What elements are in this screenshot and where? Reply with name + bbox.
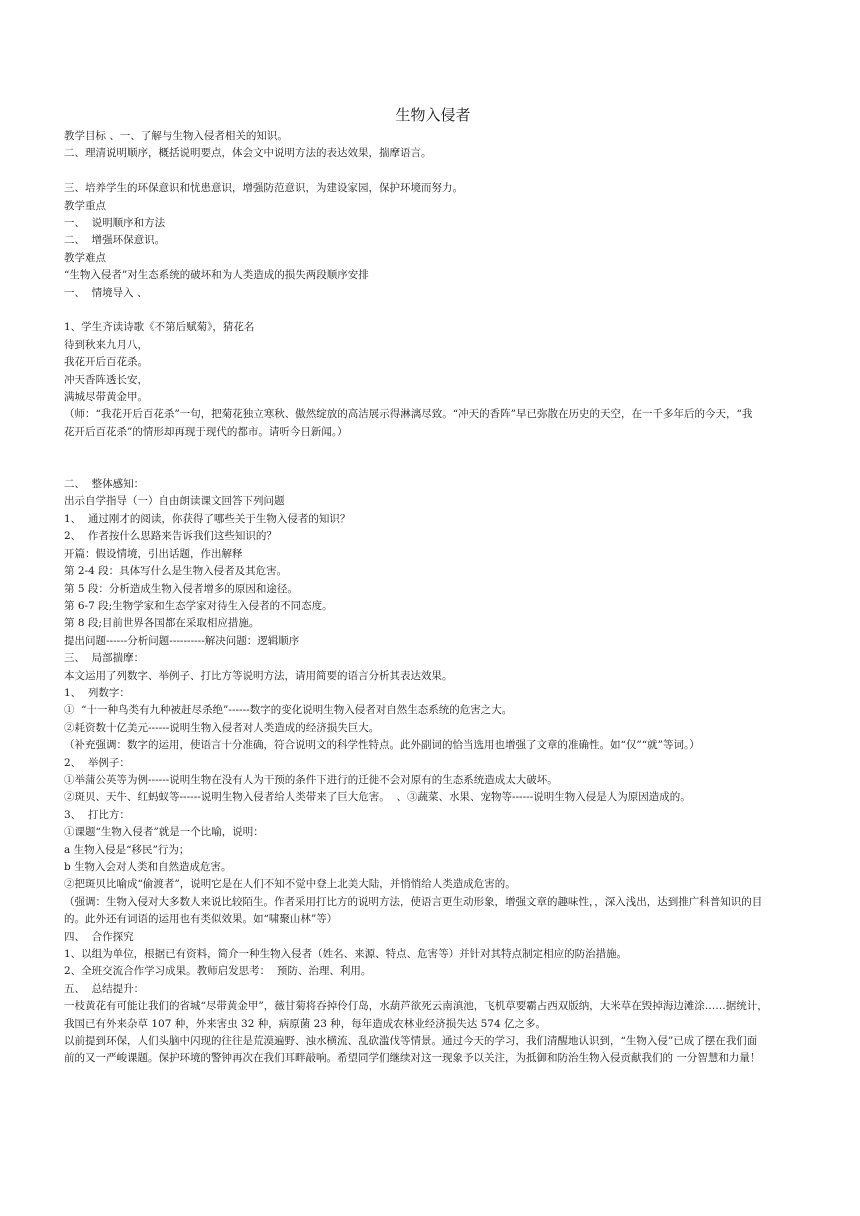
document-line: 提出问题------分析问题----------解决问题：逻辑顺序 — [64, 634, 300, 647]
document-line: 待到秋来九月八， — [64, 338, 148, 351]
document-line: 3、 打比方： — [64, 808, 130, 821]
blank-line — [64, 441, 802, 458]
document-page — [64, 104, 802, 1068]
document-line: 五、 总结提升： — [64, 982, 145, 995]
document-line: 第 2-4 段：具体写什么是生物入侵者及其危害。 — [64, 565, 288, 578]
document-line: 以前提到环保，人们头脑中闪现的往往是荒漠遍野、浊水横流、乱砍滥伐等情景。通过今天的学习，我们清醒地认识到，“生物入侵”已成了摆在我们面 — [64, 1035, 758, 1048]
document-line: 2、 举例子： — [64, 756, 130, 769]
document-line: 教学难点 — [64, 251, 106, 264]
document-line: 本文运用了列数字、举例子、打比方等说明方法，请用简要的语言分析其表达效果。 — [64, 669, 453, 682]
document-line: 我国已有外来杂草 107 种，外来害虫 32 种，病原菌 23 种，每年造成农林业经济损失达 574 亿之多。 — [64, 1017, 547, 1030]
document-line: ① “十一种鸟类有九种被赶尽杀绝”------数字的变化说明生物入侵者对自然生态系统的危害之大。 — [64, 704, 513, 717]
document-line: 开篇：假设情境，引出话题，作出解释 — [64, 547, 243, 560]
document-line: 的。此外还有词语的运用也有类似效果。如“啸聚山林”等） — [64, 913, 338, 926]
document-line: 前的又一严峻课题。保护环境的警钟再次在我们耳畔敲响。希望同学们继续对这一现象予以关注，为抵御和防治生物入侵贡献我们的 一分智慧和力量！ — [64, 1052, 761, 1065]
document-line: 1、以组为单位，根据已有资料，简介一种生物入侵者（姓名、来源、特点、危害等）并针对其特点制定相应的防治措施。 — [64, 948, 628, 961]
document-line: a 生物入侵是“移民”行为； — [64, 843, 190, 856]
document-line: （补充强调：数字的运用，使语言十分准确，符合说明文的科学性特点。此外副词的恰当选用也增强了文章的准确性。如“仅”“就”等词。） — [64, 739, 700, 752]
document-line: 教学目标 、一、了解与生物入侵者相关的知识。 — [64, 130, 288, 142]
blank-line — [64, 459, 802, 476]
document-line: 满城尽带黄金甲。 — [64, 391, 148, 404]
document-line: 教学重点 — [64, 199, 106, 212]
document-line: b 生物入会对人类和自然造成危害。 — [64, 861, 232, 873]
document-line: 二、 增强环保意识。 — [64, 234, 166, 247]
document-line: 一、 说明顺序和方法 — [64, 217, 166, 230]
document-line: 三、培养学生的环保意识和忧患意识，增强防范意识，为建设家园，保护环境而努力。 — [64, 182, 463, 195]
document-line: 我花开后百花杀。 — [64, 356, 148, 369]
blank-line — [64, 163, 802, 180]
document-line: 第 5 段：分析造成生物入侵者增多的原因和途径。 — [64, 582, 298, 595]
document-line: （师：“我花开后百花杀”一句，把菊花独立寒秋、傲然绽放的高洁展示得淋漓尽致。“冲天的香阵”早已弥散在历史的天空，在一千多年后的今天，“我 — [64, 408, 753, 421]
document-line: 1、学生齐读诗歌《不第后赋菊》，猜花名 — [64, 321, 255, 334]
document-line: 四、 合作探究 — [64, 930, 134, 943]
document-line: ①举蒲公英等为例------说明生物在没有人为干预的条件下进行的迁徙不会对原有的生态系统造成太大破坏。 — [64, 773, 558, 786]
document-line: 2、 作者按什么思路来告诉我们这些知识的？ — [64, 530, 277, 543]
document-body — [64, 128, 802, 1068]
document-line: 一、 情境导入 、 — [64, 286, 148, 299]
document-line: 冲天香阵透长安， — [64, 373, 148, 386]
blank-line — [64, 302, 802, 319]
document-line: 一枝黄花有可能让我们的省城“尽带黄金甲”，薇甘菊将吞掉伶仃岛，水葫芦欲死云南滇池，飞机草要霸占西双版纳，大米草在毁掉海边滩涂……据统计， — [64, 1000, 768, 1013]
document-line: 二、 整体感知： — [64, 478, 145, 491]
document-line: ②把斑贝比喻成“偷渡者”，说明它是在人们不知不觉中登上北美大陆，并悄悄给人类造成危害的。 — [64, 878, 516, 891]
document-line: 2、全班交流合作学习成果。教师启发思考： 预防、治理、利用。 — [64, 965, 372, 978]
document-line: 1、 通过刚才的阅读，你获得了哪些关于生物入侵者的知识？ — [64, 512, 351, 525]
document-line: “生物入侵者”对生态系统的破坏和为人类造成的损失两段顺序安排 — [64, 269, 369, 282]
document-line: 第 6-7 段;生物学家和生态学家对待生入侵者的不同态度。 — [64, 599, 333, 612]
document-line: 出示自学指导（一）自由朗读课文回答下列问题 — [64, 495, 285, 508]
document-line: 三、 局部揣摩： — [64, 652, 145, 665]
document-line: ①课题“生物入侵者”就是一个比喻，说明： — [64, 826, 264, 839]
document-title: 生物入侵者 — [395, 106, 471, 124]
document-line: ②斑贝、天牛、红蚂蚁等------说明生物入侵者给人类带来了巨大危害。 、③蔬菜、水果、宠物等------说明生物入侵是人为原因造成的。 — [64, 791, 691, 804]
document-line: ②耗资数十亿美元------说明生物入侵者对人类造成的经济损失巨大。 — [64, 721, 380, 734]
document-line: 二、理清说明顺序，概括说明要点，体会文中说明方法的表达效果，揣摩语言。 — [64, 147, 432, 160]
document-line: 第 8 段;目前世界各国都在采取相应措施。 — [64, 617, 260, 630]
document-line: 1、 列数字： — [64, 686, 130, 699]
document-line: 花开后百花杀”的情形却再现于现代的都市。请听今日新闻。） — [64, 425, 348, 438]
document-line: （强调：生物入侵对大多数人来说比较陌生。作者采用打比方的说明方法，使语言更生动形象，增强文章的趣味性，，深入浅出，达到推广科普知识的目 — [64, 895, 763, 908]
